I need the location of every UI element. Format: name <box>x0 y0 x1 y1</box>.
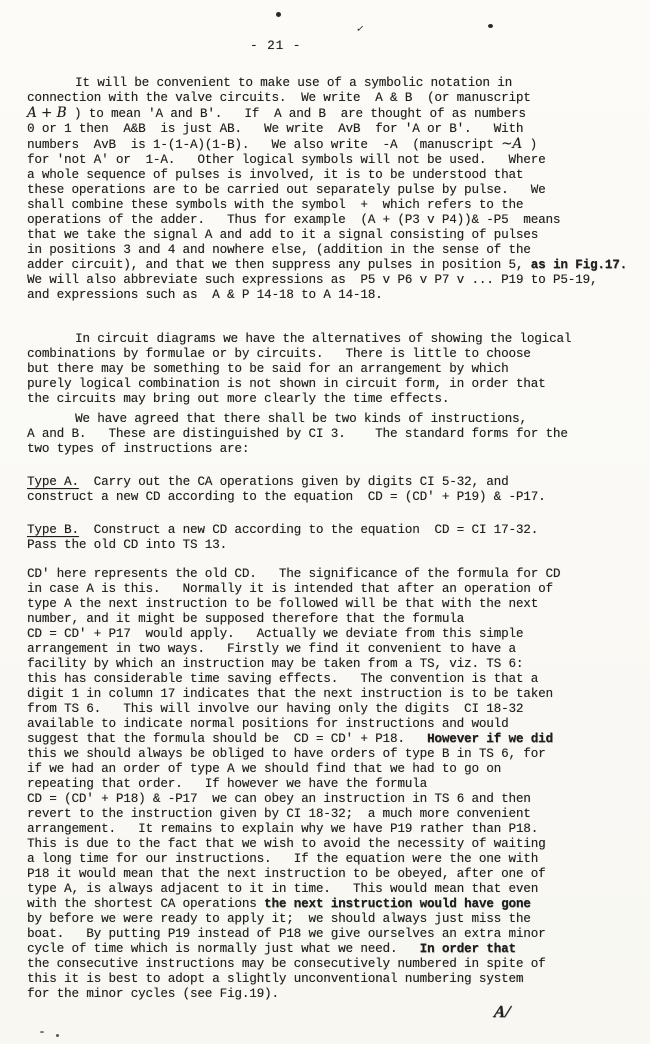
text-line <box>27 942 635 957</box>
text-line: repeating that order. If however we have the formula <box>27 777 428 791</box>
text-line: from TS 6. This will involve our having only the digits CI 18-32 <box>27 702 524 716</box>
text-line: We will also abbreviate such expressions as P5 v P6 v P7 v ... P19 to P5-19, <box>27 273 598 287</box>
text-segment: ~A <box>501 136 523 152</box>
text-line: shall combine these symbols with the symbol + which refers to the <box>27 198 524 212</box>
text-line <box>27 523 635 538</box>
text-line: CD = (CD' + P18) & -P17 we can obey an instruction in TS 6 and then <box>27 792 531 806</box>
text-line: It will be convenient to make use of a symbolic notation in <box>75 76 513 90</box>
text-line: facility by which an instruction may be taken from a TS, viz. TS 6: <box>27 657 524 671</box>
text-segment: the next instruction would have gone <box>264 897 531 911</box>
text-line: this it is best to adopt a slightly unconventional numbering system <box>27 972 524 986</box>
ink-speck <box>276 12 281 17</box>
text-line: purely logical combination is not shown in circuit form, in order that <box>27 377 546 391</box>
text-line: this we should always be obliged to have orders of type B in TS 6, for <box>27 747 546 761</box>
text-line <box>27 258 635 273</box>
text-line: 0 or 1 then A&B is just AB. We write AvB for 'A or B'. With <box>27 122 524 136</box>
text-segment: ) to mean 'A and B'. If A and B are thought of as numbers <box>66 107 526 121</box>
text-line: A and B. These are distinguished by CI 3. The standard forms for the <box>27 427 568 441</box>
text-line: type A the next instruction to be followed will be that with the next <box>27 597 539 611</box>
text-line: and expressions such as A & P 14-18 to A 14-18. <box>27 288 383 302</box>
text-line: available to indicate normal positions for instructions and would <box>27 717 509 731</box>
ink-speck <box>40 1031 44 1033</box>
text-line: This is due to the fact that we wish to avoid the necessity of waiting <box>27 837 546 851</box>
text-line: connection with the valve circuits. We write A & B (or manuscript <box>27 91 531 105</box>
text-line: if we had an order of type A we should find that we had to go on <box>27 762 502 776</box>
paragraph <box>27 523 635 553</box>
text-segment: cycle of time which is normally just what we need. <box>27 942 420 956</box>
text-line: in case A is this. Normally it is intended that after an operation of <box>27 582 553 596</box>
text-segment: adder circuit), and that we then suppress any pulses in position 5, <box>27 258 531 272</box>
text-line: a long time for our instructions. If the equation were the one with <box>27 852 539 866</box>
text-segment: Construct a new CD according to the equation CD = CI 17-32. <box>78 523 539 537</box>
text-segment: as in Fig.17. <box>530 258 628 272</box>
paragraph <box>27 332 635 407</box>
paragraph <box>27 475 635 505</box>
text-line: the consecutive instructions may be consecutively numbered in spite of <box>27 957 546 971</box>
document-body <box>27 76 635 1002</box>
text-line: In circuit diagrams we have the alternatives of showing the logical <box>75 332 572 346</box>
text-line: this has considerable time saving effects. The convention is that a <box>27 672 539 686</box>
text-line: We have agreed that there shall be two kinds of instructions, <box>75 412 527 426</box>
paragraph <box>27 412 635 457</box>
text-line <box>27 732 635 747</box>
text-line: two types of instructions are: <box>27 442 250 456</box>
ink-speck <box>488 24 493 28</box>
paragraph <box>27 76 635 303</box>
text-segment: In order that <box>419 942 516 956</box>
paragraph <box>27 567 635 1002</box>
text-line: revert to the instruction given by CI 18-32; a much more convenient <box>27 807 531 821</box>
text-segment: with the shortest CA operations <box>27 897 265 911</box>
page-number: - 21 - <box>250 39 302 53</box>
text-line: but there may be something to be said for an arrangement by which <box>27 362 509 376</box>
text-line: by before we were ready to apply it; we should always just miss the <box>27 912 531 926</box>
text-segment: suggest that the formula should be CD = CD' + P18. <box>27 732 428 746</box>
text-line: number, and it might be supposed therefore that the formula <box>27 612 465 626</box>
ink-speck <box>56 1034 59 1037</box>
text-line: these operations are to be carried out separately pulse by pulse. We <box>27 183 546 197</box>
text-line: arrangement. It remains to explain why we have P19 rather than P18. <box>27 822 539 836</box>
text-segment: Type A. <box>27 475 79 489</box>
text-line <box>27 137 635 153</box>
text-line: arrangement in two ways. Firstly we find it convenient to have a <box>27 642 516 656</box>
text-line <box>27 106 635 122</box>
text-line: P18 it would mean that the next instruction to be obeyed, after one of <box>27 867 546 881</box>
text-line: for 'not A' or 1-A. Other logical symbols will not be used. Where <box>27 153 546 167</box>
text-line: construct a new CD according to the equation CD = (CD' + P19) & -P17. <box>27 490 546 504</box>
text-line: that we take the signal A and add to it a signal consisting of pulses <box>27 228 539 242</box>
text-line: for the minor cycles (see Fig.19). <box>27 987 279 1001</box>
text-line: combinations by formulae or by circuits. There is little to choose <box>27 347 531 361</box>
text-line: operations of the adder. Thus for example (A + (P3 v P4))& -P5 means <box>27 213 561 227</box>
text-line: the circuits may bring out more clearly the time effects. <box>27 392 450 406</box>
text-line: digit 1 in column 17 indicates that the next instruction is to be taken <box>27 687 553 701</box>
text-segment: Carry out the CA operations given by digits CI 5-32, and <box>78 475 509 489</box>
text-line: Pass the old CD into TS 13. <box>27 538 228 552</box>
text-line: type A, is always adjacent to it in time. This would mean that even <box>27 882 539 896</box>
text-line: CD = CD' + P17 would apply. Actually we deviate from this simple <box>27 627 524 641</box>
handwritten-tick-mark: ✓ <box>355 23 366 36</box>
text-line: in positions 3 and 4 and nowhere else, (addition in the sense of the <box>27 243 531 257</box>
handwritten-catchword: A/ <box>493 1002 512 1021</box>
text-line <box>27 897 635 912</box>
text-segment: Type B. <box>27 523 79 537</box>
text-segment: A + B <box>27 105 67 121</box>
text-segment: numbers AvB is 1-(1-A)(1-B). We also write -A (manuscript <box>27 138 502 152</box>
text-segment: However if we did <box>427 732 553 746</box>
text-line: a whole sequence of pulses is involved, it is to be understood that <box>27 168 524 182</box>
text-line: CD' here represents the old CD. The significance of the formula for CD <box>27 567 561 581</box>
text-line <box>27 475 635 490</box>
text-line: boat. By putting P19 instead of P18 we give ourselves an extra minor <box>27 927 546 941</box>
text-segment: ) <box>522 138 537 152</box>
